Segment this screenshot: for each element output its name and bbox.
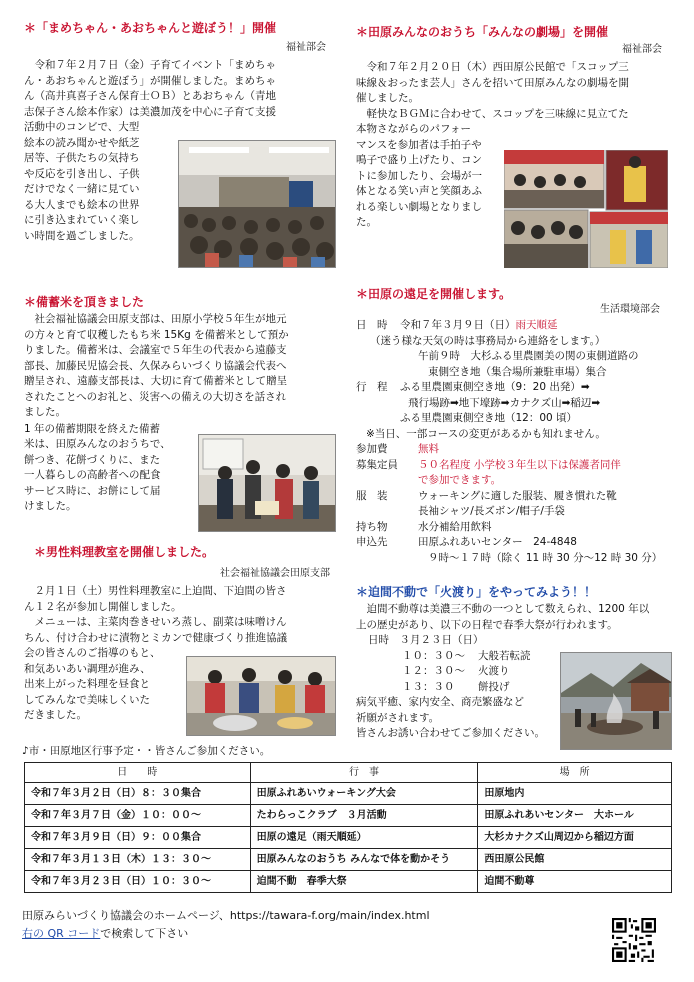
photo-fire-walking [560, 652, 672, 750]
excursion-capacity-label: 募集定員 [356, 458, 398, 471]
cell-place: 大杉カナクズ山周辺から稲辺方面 [478, 827, 672, 849]
text-line: 祈願がされます。 [356, 711, 440, 724]
excursion-capacity-value: ５０名程度 小学校３年生以下は保護者同伴 [418, 458, 621, 471]
text-line: の方々と育て収穫したもち米 15Kg を備蓄米として預か [24, 328, 289, 341]
text-line: 和気あいあい調理が進み、 [24, 662, 151, 675]
photo-picture-book-reading [178, 140, 336, 268]
excursion-bring-row [356, 520, 676, 536]
section-title-theater: ＊田原みんなのおうち「みんなの劇場」を開催 [356, 25, 609, 39]
excursion-capacity-row [356, 458, 676, 474]
cell-place: 迫間不動尊 [478, 871, 672, 893]
excursion-apply-label: 申込先 [356, 536, 388, 548]
excursion-wear-2: 長袖シャツ/長ズボン/帽子/手袋 [418, 505, 565, 517]
text-line: に引き込まれていく楽し [24, 214, 140, 226]
section-title-excursion: ＊田原の遠足を開催します。 [356, 287, 512, 301]
table-header-row [25, 763, 672, 783]
cell-date: 令和７年３月９日（日）９：００集合 [25, 827, 251, 849]
fire-walking-date: 日時 ３月２３日（日） [368, 634, 484, 646]
excursion-rain-postpone: 雨天順延 [515, 319, 558, 331]
cell-event: 田原みんなのおうち みんなで体を動かそう [250, 849, 478, 871]
section-org-welfare: 福祉部会 [286, 42, 326, 53]
photo-collage-theater [504, 150, 668, 268]
excursion-apply-hours: ９時～１７時（除く 11 時 30 分～12 時 30 分） [428, 551, 663, 564]
section-title-mame-event: ＊「まめちゃん・あおちゃんと遊ぼう！」開催 [24, 21, 277, 35]
text-line: や反応を引き出し、子供 [24, 167, 140, 180]
text-line: されたことへのお礼と、災害への備えの大切さを話され [24, 390, 287, 403]
excursion-rain-note: （迷う様な天気の時は事務局から連絡をします。） [370, 334, 606, 347]
section-org-social-welfare: 社会福祉協議会田原支部 [220, 568, 330, 579]
text-line: ん・あおちゃんと遊ぼう」が開催しました。まめちゃ [24, 74, 276, 87]
footer-qr-text: で検索して下さい [100, 927, 189, 940]
text-line: サービス時に、お餅にして届 [24, 484, 161, 497]
text-line: い時間を過ごしました。 [24, 229, 140, 242]
text-line: ん（高井真喜子さん保育士ＯＢ）とあおちゃん（青地 [24, 90, 276, 102]
text-line: 令和７年２月２０日（木）西田原公民館で「スコップ三 [366, 61, 629, 73]
text-line: 病気平癒、家内安全、商売繁盛など [356, 696, 524, 708]
schedule-intro: ♪市・田原地区行事予定・・皆さんご参加ください。 [22, 745, 271, 757]
cell-place: 田原地内 [478, 783, 672, 805]
photo-cooking-class [186, 656, 336, 736]
text-line: 1 年の備蓄期限を終えた備蓄 [24, 422, 161, 435]
qr-code-link[interactable]: 右の QR コード [22, 927, 101, 940]
excursion-route-2: 飛行場跡➡地下壕跡➡カナクズ山➡稲辺➡ [408, 396, 601, 409]
text-line: 志保子さん絵本作家）は美濃加茂を中心に子育て支援 [24, 105, 276, 118]
text-line: 餅つき、花餅づくりに、また [24, 453, 161, 466]
excursion-fee-row [356, 442, 676, 458]
text-line: 上の歴史があり、以下の日程で春季大祭が行われます。 [356, 618, 618, 631]
text-line: ん１２名が参加し開催しました。 [24, 600, 182, 613]
excursion-bring-value: 水分補給用飲料 [418, 520, 492, 533]
text-line: トに参加したり、会場が一 [356, 169, 482, 182]
text-line: れる楽しい劇場となりまし [356, 200, 482, 213]
photo-rice-presentation [198, 434, 336, 532]
cell-event: たわらっこクラブ ３月活動 [250, 805, 478, 827]
text-line: 一人暮らしの高齢者への配食 [24, 469, 161, 481]
text-line: 会の皆さんのご指導のもと、 [24, 647, 161, 659]
excursion-route-3: ふる里農園東側空き地（12：00 頃） [400, 412, 578, 424]
excursion-wear-1: ウォーキングに適した服装、履き慣れた靴 [418, 489, 617, 502]
table-row [25, 827, 672, 849]
text-line: してみんなで美味しくいた [24, 693, 150, 706]
text-line: マンスを参加者は手拍子や [356, 138, 482, 151]
table-row [25, 871, 672, 893]
excursion-wear-row [356, 489, 676, 505]
table-header: 場 所 [478, 763, 672, 783]
excursion-details [356, 318, 676, 566]
excursion-change-note: ※当日、一部コースの変更があるかも知れません。 [366, 427, 606, 440]
footer-homepage-text: 田原みらいづくり協議会のホームページ、https://tawara-f.org/main/index.html [22, 909, 430, 922]
text-line: ました。 [24, 406, 66, 418]
text-line: だけでなく一緒に見てい [24, 183, 140, 195]
text-line: ２月１日（土）男性料理教室に上迫間、下迫間の皆さ [34, 585, 287, 597]
text-line: 活動中のコンビで、大型 [24, 121, 140, 133]
section-org-environment: 生活環境部会 [600, 304, 660, 315]
fire-walking-time: １３：３０ [402, 680, 455, 693]
text-line: 米は、田原みんなのおうちで、 [24, 438, 171, 450]
text-line: 出来上がった料理を昼食と [24, 678, 150, 690]
table-header: 日 時 [25, 763, 251, 783]
text-line: た。 [356, 216, 377, 228]
text-line: 令和７年２月７日（金）子育てイベント「まめちゃ [34, 59, 276, 71]
excursion-route-1: ふる里農園東側空き地（9：20 出発）➡ [400, 381, 590, 393]
fire-walking-event: 大般若転読 [478, 649, 531, 662]
text-line: 絵本の読み聞かせや紙芝 [24, 136, 140, 149]
fire-walking-event: 餅投げ [478, 680, 510, 693]
cell-place: 田原ふれあいセンター 大ホール [478, 805, 672, 827]
cell-event: 田原の遠足（雨天順延） [250, 827, 478, 849]
cell-date: 令和７年３月２日（日）８：３０集合 [25, 783, 251, 805]
text-line: 催しました。 [356, 92, 419, 104]
excursion-wear-label: 服 装 [356, 489, 388, 502]
table-row [25, 783, 672, 805]
schedule-table [24, 762, 672, 893]
cell-place: 西田原公民館 [478, 849, 672, 871]
excursion-route-label: 行 程 [356, 381, 388, 393]
text-line: 社会福祉協議会田原支部は、田原小学校５年生が地元 [34, 313, 287, 325]
text-line: りました。備蓄米は、会議室で５年生の代表から遠藤支 [24, 344, 287, 356]
fire-walking-time: １２：３０～ [402, 665, 465, 677]
section-title-stockpile-rice: ＊備蓄米を頂きました [24, 295, 145, 309]
text-line: 本物さながらのパフォー [356, 123, 471, 135]
excursion-date-label: 日 時 [356, 319, 388, 331]
cell-event: 田原ふれあいウォーキング大会 [250, 783, 478, 805]
excursion-apply-row [356, 535, 676, 551]
section-org-welfare-2: 福祉部会 [622, 44, 662, 55]
cell-date: 令和７年３月１３日（木）１３：３０～ [25, 849, 251, 871]
excursion-bring-label: 持ち物 [356, 520, 388, 533]
section-title-fire-walking: ＊迫間不動で「火渡り」をやってみよう！！ [356, 585, 597, 599]
text-line: 鳴子で盛り上げたり、コン [356, 154, 482, 166]
excursion-capacity-value-2: で参加できます。 [418, 474, 502, 486]
table-row [25, 849, 672, 871]
text-line: けました。 [24, 500, 77, 512]
excursion-fee-label: 参加費 [356, 443, 388, 455]
text-line: 軽快なＢＧＭに合わせて、スコップを三味線に見立てた [366, 107, 629, 120]
footer-qr-line [22, 926, 188, 942]
section-title-mens-cooking: ＊男性料理教室を開催しました。 [34, 545, 215, 559]
excursion-apply-value: 田原ふれあいセンター 24-4848 [418, 536, 577, 548]
table-row [25, 805, 672, 827]
text-line: メニューは、主菜肉巻きせいろ蒸し、副菜は味噌けん [34, 616, 287, 628]
cell-date: 令和７年３月７日（金）１０：００～ [25, 805, 251, 827]
text-line: 部長、加藤民児協会長、久保みらいづくり協議会代表へ [24, 359, 287, 372]
qr-code-icon[interactable] [612, 918, 656, 962]
excursion-gather-1: 午前９時 大杉ふる里農園美の関の東側道路の [418, 350, 639, 362]
text-line: 味線＆おったま芸人」さんを招いて田原みんなの劇場を開 [356, 76, 629, 89]
cell-event: 迫間不動 春季大祭 [250, 871, 478, 893]
excursion-gather-2: 東側空き地（集合場所兼駐車場）集合 [428, 365, 607, 378]
text-line: る大人までも絵本の世界 [24, 198, 140, 211]
text-line: 体となる笑い声と笑顔あふ [356, 185, 482, 197]
excursion-date-value: 令和７年３月９日（日） [400, 319, 516, 331]
text-line: 居等、子供たちの気持ち [24, 152, 140, 164]
excursion-date-row [356, 318, 676, 334]
excursion-fee-value: 無料 [418, 443, 439, 455]
cell-date: 令和７年３月２３日（日）１０：３０～ [25, 871, 251, 893]
text-line: 贈呈され、遠藤支部長は、大切に育て備蓄米として贈呈 [24, 375, 288, 387]
text-line: ちん、付け合わせに漬物とミカンで健康づくり推進協議 [24, 631, 288, 644]
table-header: 行 事 [250, 763, 478, 783]
text-line: 迫間不動尊は美濃三不動の一つとして数えられ、1200 年以 [366, 603, 650, 615]
text-line: だきました。 [24, 709, 87, 721]
text-line: 皆さんお誘い合わせてご参加ください。 [356, 727, 545, 739]
fire-walking-event: 火渡り [478, 665, 510, 677]
fire-walking-time: １０：３０～ [402, 649, 465, 662]
excursion-route-row [356, 380, 676, 396]
